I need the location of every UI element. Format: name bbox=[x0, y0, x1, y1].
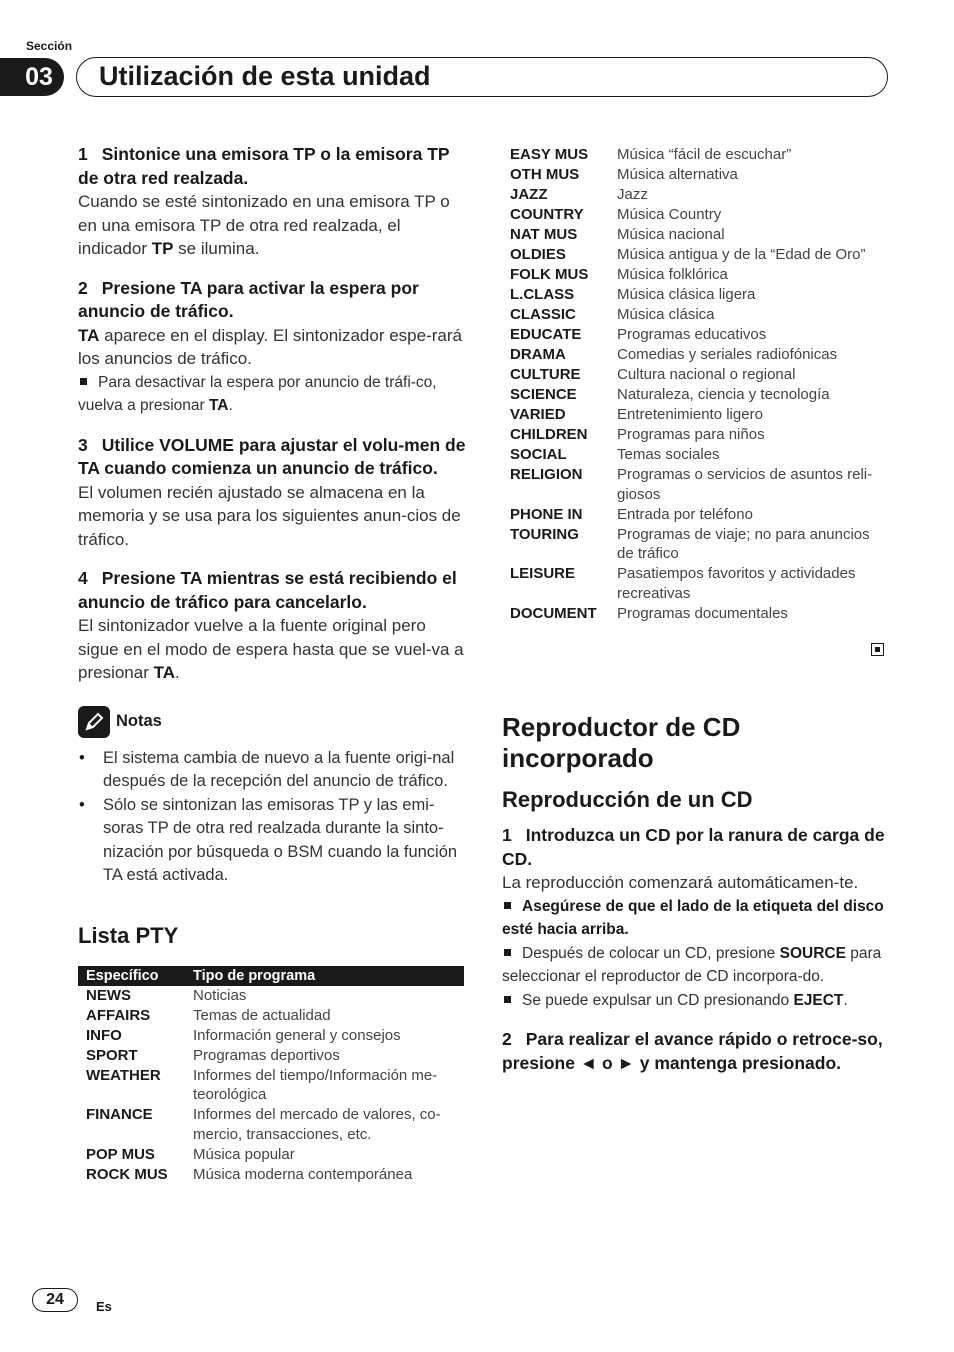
pty-description: Informes del tiempo/Información me-teorológica bbox=[193, 1066, 438, 1103]
step-body: El volumen recién ajustado se almacena en la memoria y se usa para los siguientes anun-cios de tráfico. bbox=[78, 482, 461, 549]
pty-code: FOLK MUS bbox=[510, 266, 589, 283]
pty-description: Música Country bbox=[617, 206, 722, 223]
page-number: 24 bbox=[32, 1288, 78, 1312]
step-body: Cuando se esté sintonizado en una emisora TP o en una emisora TP de otra red realzada, el indicador TP se ilumina. bbox=[78, 192, 450, 258]
table-row bbox=[502, 385, 888, 405]
table-row bbox=[502, 345, 888, 365]
table-row bbox=[502, 405, 888, 425]
step-bullet: Para desactivar la espera por anuncio de tráfi-co, vuelva a presionar TA. bbox=[78, 373, 437, 414]
pty-description: Pasatiempos favoritos y actividades recreativas bbox=[617, 565, 856, 602]
pty-description: Informes del mercado de valores, co-mercio, transacciones, etc. bbox=[193, 1106, 441, 1143]
section-label: Sección bbox=[26, 39, 73, 53]
step-heading: 2 Para realizar el avance rápido o retroce-so, presione ◄ o ► y mantenga presionado. bbox=[502, 1029, 883, 1073]
column-header-type: Tipo de programa bbox=[185, 966, 464, 986]
table-row bbox=[502, 265, 888, 285]
pty-table bbox=[78, 966, 464, 1185]
pty-description: Programas educativos bbox=[617, 326, 767, 343]
table-row bbox=[502, 245, 888, 265]
pty-code: PHONE IN bbox=[510, 505, 583, 523]
pty-description: Jazz bbox=[617, 186, 648, 203]
left-column bbox=[78, 143, 466, 1185]
note-item: • El sistema cambia de nuevo a la fuente origi-nal después de la recepción del anuncio de tráfico. bbox=[78, 747, 466, 794]
cd-step-1 bbox=[502, 824, 894, 1012]
table-row bbox=[502, 525, 888, 565]
end-of-section-icon bbox=[871, 643, 884, 656]
table-row bbox=[502, 604, 888, 624]
pty-description: Programas para niños bbox=[617, 426, 765, 443]
pty-code: ROCK MUS bbox=[86, 1165, 168, 1183]
pty-description: Programas deportivos bbox=[193, 1046, 340, 1064]
table-row bbox=[78, 1145, 464, 1165]
pty-description: Música folklórica bbox=[617, 266, 728, 283]
step-heading: 3 Utilice VOLUME para ajustar el volu-men de TA cuando comienza un anuncio de tráfico. bbox=[78, 434, 466, 478]
notes-header bbox=[78, 705, 466, 739]
table-row bbox=[78, 1105, 464, 1145]
pty-code: DRAMA bbox=[510, 346, 566, 363]
step-bullet: Asegúrese de que el lado de la etiqueta del disco esté hacia arriba. bbox=[502, 897, 884, 938]
table-row bbox=[502, 465, 888, 505]
square-bullet-icon bbox=[504, 996, 511, 1003]
pty-code: NEWS bbox=[86, 986, 131, 1004]
table-row bbox=[502, 325, 888, 345]
pty-code: WEATHER bbox=[86, 1066, 161, 1084]
pty-description: Música clásica bbox=[617, 306, 715, 323]
pty-code: RELIGION bbox=[510, 466, 583, 483]
table-row bbox=[78, 1006, 464, 1026]
pty-code: CULTURE bbox=[510, 366, 581, 383]
pty-description: Música “fácil de escuchar” bbox=[617, 146, 792, 163]
table-row bbox=[502, 185, 888, 205]
table-row bbox=[78, 1066, 464, 1106]
pty-code: VARIED bbox=[510, 406, 566, 423]
pty-code: CHILDREN bbox=[510, 426, 588, 443]
table-row bbox=[502, 564, 888, 604]
pty-code: FINANCE bbox=[86, 1106, 153, 1123]
square-bullet-icon bbox=[504, 902, 511, 909]
pty-table-header bbox=[78, 966, 464, 986]
table-row bbox=[502, 425, 888, 445]
notes-title: Notas bbox=[116, 712, 162, 730]
pty-description: Música alternativa bbox=[617, 166, 738, 183]
pty-code: EASY MUS bbox=[510, 146, 589, 163]
step-heading: 1 Sintonice una emisora TP o la emisora TP de otra red realzada. bbox=[78, 144, 450, 188]
note-item: • Sólo se sintonizan las emisoras TP y las emi-soras TP de otra red realzada durante la sinto-nización por búsqueda o BSM cuando la función TA está activada. bbox=[78, 794, 466, 888]
pty-description: Entretenimiento ligero bbox=[617, 406, 763, 423]
pty-code: JAZZ bbox=[510, 186, 548, 203]
pty-description: Cultura nacional o regional bbox=[617, 366, 796, 383]
pty-description: Comedias y seriales radiofónicas bbox=[617, 346, 838, 363]
pty-description: Música clásica ligera bbox=[617, 286, 756, 303]
table-row bbox=[502, 365, 888, 385]
cd-section-title: Reproductor de CD incorporado bbox=[502, 712, 741, 773]
pty-code: OTH MUS bbox=[510, 166, 580, 183]
notes-list bbox=[78, 747, 466, 888]
step-body: El sintonizador vuelve a la fuente original pero sigue en el modo de espera hasta que se vuel-va a presionar TA. bbox=[78, 616, 464, 682]
step-4 bbox=[78, 567, 466, 685]
section-number-badge: 03 bbox=[0, 58, 64, 96]
table-row bbox=[78, 986, 464, 1006]
step-body: La reproducción comenzará automáticamen-te. bbox=[502, 873, 859, 892]
cd-step-2 bbox=[502, 1028, 894, 1075]
column-header-specific: Específico bbox=[78, 966, 185, 986]
pty-description: Programas o servicios de asuntos reli-giosos bbox=[617, 466, 873, 503]
pty-description: Programas de viaje; no para anuncios de tráfico bbox=[617, 525, 870, 562]
page-title: Utilización de esta unidad bbox=[99, 61, 431, 91]
table-row bbox=[502, 145, 888, 165]
pty-code: TOURING bbox=[510, 525, 579, 543]
pty-heading: Lista PTY bbox=[78, 922, 179, 948]
table-row bbox=[502, 505, 888, 525]
table-row bbox=[502, 205, 888, 225]
language-code: Es bbox=[96, 1299, 112, 1314]
pty-code: OLDIES bbox=[510, 246, 566, 263]
table-row bbox=[502, 445, 888, 465]
step-bullet: Se puede expulsar un CD presionando EJECT. bbox=[502, 989, 894, 1013]
pty-code: L.CLASS bbox=[510, 286, 575, 303]
table-row bbox=[78, 1026, 464, 1046]
pty-code: EDUCATE bbox=[510, 326, 582, 343]
pty-code: AFFAIRS bbox=[86, 1006, 151, 1024]
square-bullet-icon bbox=[504, 949, 511, 956]
pty-description: Información general y consejos bbox=[193, 1026, 401, 1044]
table-row bbox=[78, 1165, 464, 1185]
pty-code: NAT MUS bbox=[510, 226, 578, 243]
step-heading: 2 Presione TA para activar la espera por anuncio de tráfico. bbox=[78, 277, 419, 321]
table-row bbox=[502, 225, 888, 245]
table-row bbox=[502, 285, 888, 305]
pencil-note-icon bbox=[78, 706, 110, 738]
step-2 bbox=[78, 277, 466, 418]
cd-section bbox=[502, 712, 894, 1091]
pty-code: COUNTRY bbox=[510, 206, 584, 223]
pty-description: Entrada por teléfono bbox=[617, 505, 753, 523]
step-1 bbox=[78, 143, 466, 261]
pty-description: Música popular bbox=[193, 1145, 295, 1163]
pty-description: Música antigua y de la “Edad de Oro” bbox=[617, 246, 866, 263]
pty-description: Temas sociales bbox=[617, 446, 720, 463]
table-row bbox=[78, 1046, 464, 1066]
pty-code: POP MUS bbox=[86, 1145, 155, 1163]
pty-description: Programas documentales bbox=[617, 604, 788, 622]
pty-code: INFO bbox=[86, 1026, 122, 1044]
table-row bbox=[502, 165, 888, 185]
cd-section-subtitle: Reproducción de un CD bbox=[502, 787, 753, 812]
step-body: TA aparece en el display. El sintonizador espe-rará los anuncios de tráfico. bbox=[78, 325, 462, 368]
pty-code: LEISURE bbox=[510, 565, 576, 582]
pty-description: Temas de actualidad bbox=[193, 1006, 331, 1024]
step-bullet: Después de colocar un CD, presione SOURCE para seleccionar el reproductor de CD incorpora-do. bbox=[502, 944, 882, 985]
pty-code: CLASSIC bbox=[510, 306, 576, 323]
pty-description: Naturaleza, ciencia y tecnología bbox=[617, 386, 830, 403]
pty-description: Noticias bbox=[193, 986, 247, 1004]
pty-table-continued bbox=[502, 145, 888, 624]
pty-code: DOCUMENT bbox=[510, 604, 597, 622]
pty-code: SOCIAL bbox=[510, 446, 567, 463]
step-heading: 4 Presione TA mientras se está recibiendo el anuncio de tráfico para cancelarlo. bbox=[78, 568, 457, 612]
pty-description: Música moderna contemporánea bbox=[193, 1165, 413, 1183]
square-bullet-icon bbox=[80, 378, 87, 385]
pty-description: Música nacional bbox=[617, 226, 725, 243]
step-3 bbox=[78, 434, 466, 552]
step-heading: 1 Introduzca un CD por la ranura de carga de CD. bbox=[502, 825, 885, 869]
pty-code: SCIENCE bbox=[510, 386, 577, 403]
table-row bbox=[502, 305, 888, 325]
pty-code: SPORT bbox=[86, 1046, 138, 1064]
